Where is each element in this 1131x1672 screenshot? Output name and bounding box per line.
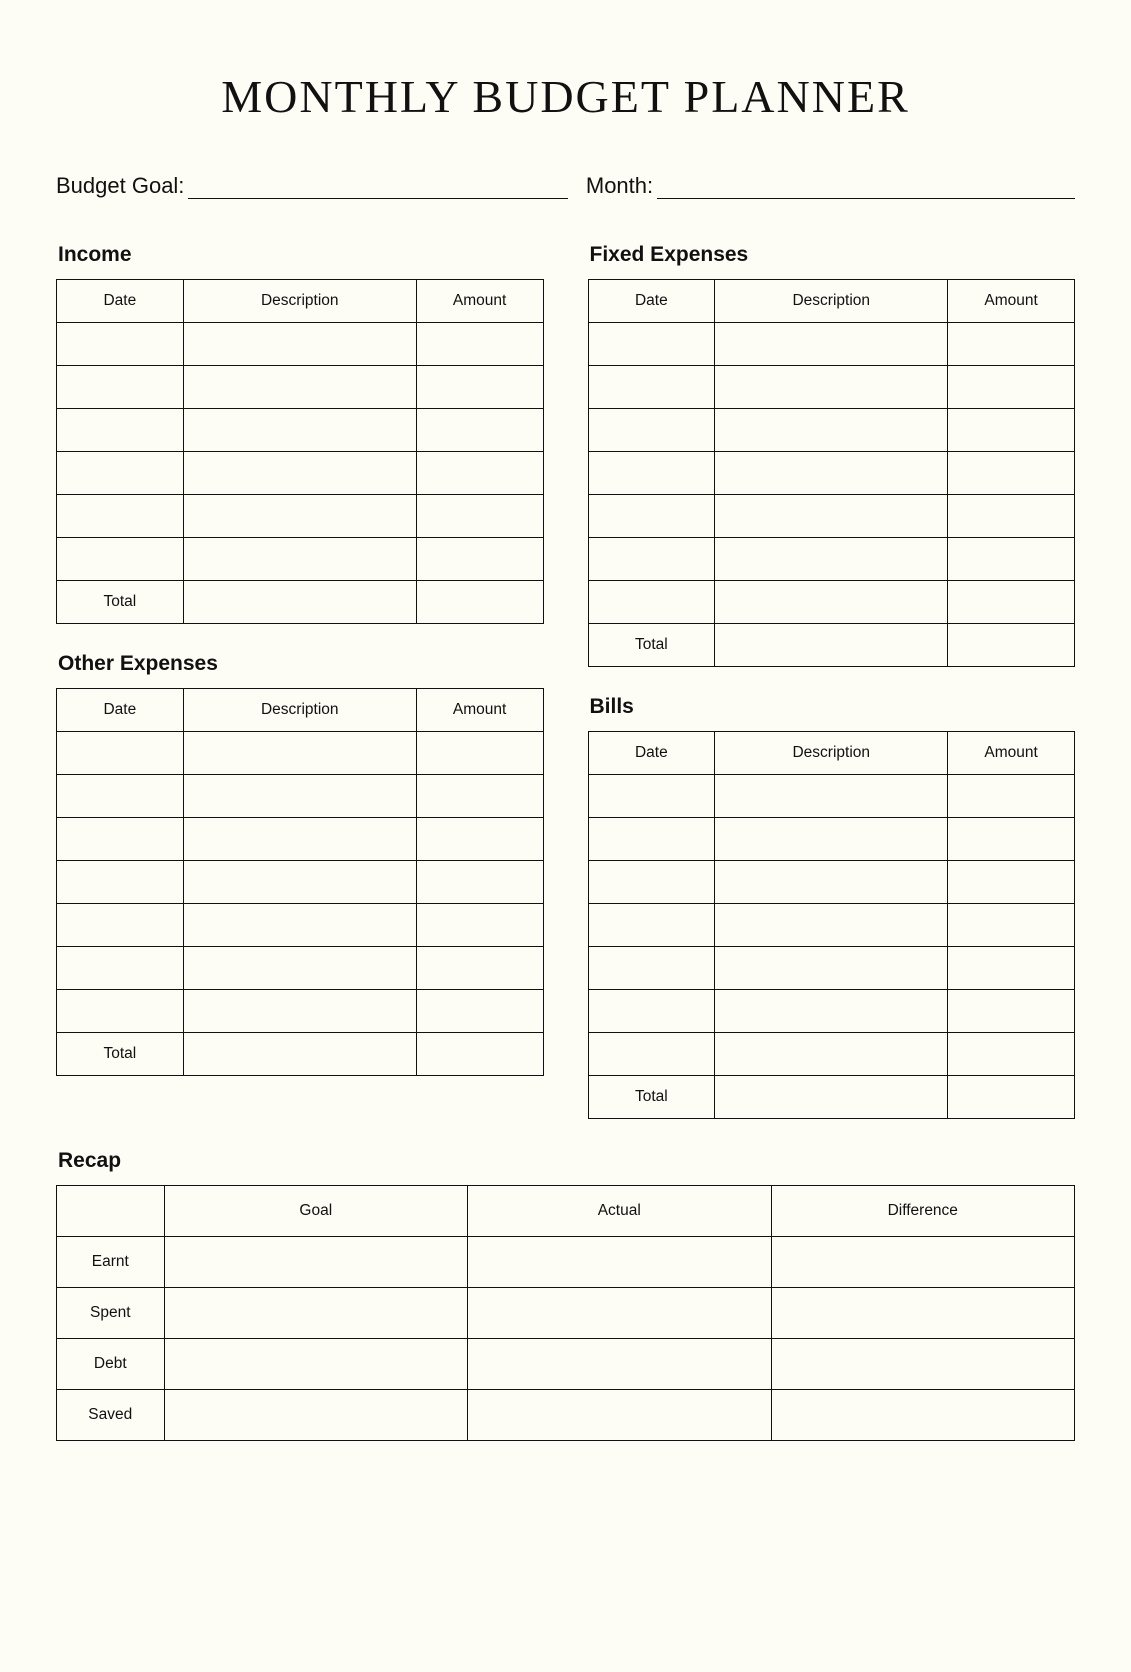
cell-description[interactable] (183, 989, 416, 1032)
tables-columns (56, 243, 1075, 1119)
table-header-row (588, 731, 1075, 774)
cell-date[interactable] (57, 731, 184, 774)
section-title-other-expenses: Other Expenses (58, 651, 218, 675)
cell-description[interactable] (183, 365, 416, 408)
table-row[interactable] (57, 365, 544, 408)
cell-date[interactable] (57, 408, 184, 451)
table-row[interactable] (57, 860, 544, 903)
section-title-fixed-expenses: Fixed Expenses (589, 242, 749, 266)
cell-amount[interactable] (416, 774, 543, 817)
cell-total-amount[interactable] (416, 1032, 543, 1075)
cell-description[interactable] (715, 408, 948, 451)
cell-description[interactable] (715, 322, 948, 365)
column-header-amount: Amount (416, 688, 543, 731)
cell-amount[interactable] (416, 322, 543, 365)
table-row[interactable] (57, 1236, 1075, 1287)
table-row[interactable] (588, 903, 1075, 946)
cell-date[interactable] (588, 365, 715, 408)
column-header-date: Date (57, 279, 184, 322)
cell-actual[interactable] (468, 1338, 771, 1389)
cell-date[interactable] (588, 946, 715, 989)
cell-difference[interactable] (771, 1236, 1075, 1287)
table-row[interactable] (57, 451, 544, 494)
cell-amount[interactable] (416, 408, 543, 451)
income-table[interactable] (56, 279, 544, 624)
column-header-date: Date (57, 688, 184, 731)
fixed-expenses-table[interactable] (588, 279, 1076, 667)
table-row[interactable] (588, 322, 1075, 365)
table-row[interactable] (57, 494, 544, 537)
cell-amount[interactable] (416, 817, 543, 860)
cell-date[interactable] (57, 365, 184, 408)
cell-total-amount[interactable] (416, 580, 543, 623)
cell-description[interactable] (183, 451, 416, 494)
cell-total-description[interactable] (715, 1075, 948, 1118)
cell-description[interactable] (183, 817, 416, 860)
cell-date[interactable] (588, 903, 715, 946)
other-expenses-table[interactable] (56, 688, 544, 1076)
cell-description[interactable] (715, 365, 948, 408)
table-row[interactable] (588, 451, 1075, 494)
cell-date[interactable] (588, 774, 715, 817)
table-row[interactable] (57, 817, 544, 860)
table-row[interactable] (588, 537, 1075, 580)
total-label: Total (588, 623, 715, 666)
cell-description[interactable] (183, 494, 416, 537)
cell-description[interactable] (183, 860, 416, 903)
total-label: Total (57, 1032, 184, 1075)
table-header-row (57, 688, 544, 731)
cell-amount[interactable] (416, 494, 543, 537)
cell-total-amount[interactable] (948, 623, 1075, 666)
table-header-row (588, 279, 1075, 322)
cell-amount[interactable] (416, 365, 543, 408)
cell-amount[interactable] (948, 903, 1075, 946)
cell-amount[interactable] (948, 989, 1075, 1032)
month-label: Month: (585, 172, 654, 198)
meta-fields-row (56, 172, 1075, 199)
table-row[interactable] (57, 322, 544, 365)
table-row[interactable] (57, 731, 544, 774)
cell-description[interactable] (715, 537, 948, 580)
cell-total-description[interactable] (715, 623, 948, 666)
recap-row-label: Spent (57, 1287, 165, 1338)
cell-date[interactable] (57, 989, 184, 1032)
cell-date[interactable] (588, 494, 715, 537)
cell-amount[interactable] (416, 537, 543, 580)
cell-amount[interactable] (416, 451, 543, 494)
cell-date[interactable] (57, 903, 184, 946)
cell-description[interactable] (715, 580, 948, 623)
cell-date[interactable] (57, 860, 184, 903)
budget-planner-page (0, 72, 1131, 1672)
table-row[interactable] (588, 860, 1075, 903)
cell-total-amount[interactable] (948, 1075, 1075, 1118)
column-header-amount: Amount (416, 279, 543, 322)
cell-date[interactable] (57, 774, 184, 817)
cell-amount[interactable] (948, 408, 1075, 451)
table-row[interactable] (588, 989, 1075, 1032)
column-header-date: Date (588, 731, 715, 774)
cell-description[interactable] (715, 1032, 948, 1075)
column-header-blank (57, 1185, 165, 1236)
table-row[interactable] (57, 989, 544, 1032)
cell-description[interactable] (183, 537, 416, 580)
table-row[interactable] (588, 946, 1075, 989)
table-row[interactable] (57, 774, 544, 817)
section-title-income: Income (58, 242, 132, 266)
table-row[interactable] (57, 537, 544, 580)
table-row[interactable] (588, 494, 1075, 537)
cell-goal[interactable] (164, 1236, 467, 1287)
table-row[interactable] (57, 1389, 1075, 1440)
right-column (588, 243, 1076, 1119)
left-column (56, 243, 544, 1119)
section-title-recap: Recap (58, 1148, 122, 1172)
cell-difference[interactable] (771, 1389, 1075, 1440)
budget-goal-field[interactable] (56, 172, 586, 199)
budget-goal-label: Budget Goal: (56, 172, 185, 198)
cell-date[interactable] (588, 580, 715, 623)
table-row[interactable] (57, 946, 544, 989)
recap-row-label: Saved (57, 1389, 165, 1440)
table-total-row[interactable] (588, 623, 1075, 666)
cell-description[interactable] (183, 946, 416, 989)
recap-row-label: Debt (57, 1338, 165, 1389)
column-header-difference: Difference (771, 1185, 1075, 1236)
cell-amount[interactable] (416, 903, 543, 946)
cell-actual[interactable] (468, 1236, 771, 1287)
cell-amount[interactable] (948, 365, 1075, 408)
column-header-date: Date (588, 279, 715, 322)
cell-description[interactable] (183, 731, 416, 774)
cell-date[interactable] (57, 451, 184, 494)
table-header-row (57, 1185, 1075, 1236)
table-row[interactable] (57, 1338, 1075, 1389)
column-header-description: Description (183, 279, 416, 322)
cell-date[interactable] (588, 451, 715, 494)
table-row[interactable] (57, 408, 544, 451)
cell-amount[interactable] (948, 817, 1075, 860)
table-row[interactable] (588, 408, 1075, 451)
cell-date[interactable] (588, 408, 715, 451)
cell-total-description[interactable] (183, 580, 416, 623)
cell-date[interactable] (57, 817, 184, 860)
cell-description[interactable] (715, 903, 948, 946)
table-total-row[interactable] (57, 1032, 544, 1075)
cell-amount[interactable] (416, 946, 543, 989)
table-row[interactable] (588, 774, 1075, 817)
cell-amount[interactable] (948, 537, 1075, 580)
table-row[interactable] (57, 1287, 1075, 1338)
cell-goal[interactable] (164, 1338, 467, 1389)
cell-total-description[interactable] (183, 1032, 416, 1075)
budget-goal-input[interactable] (188, 176, 567, 199)
cell-date[interactable] (57, 537, 184, 580)
cell-amount[interactable] (948, 322, 1075, 365)
cell-description[interactable] (183, 903, 416, 946)
cell-goal[interactable] (164, 1389, 467, 1440)
column-header-description: Description (715, 731, 948, 774)
month-input[interactable] (657, 176, 1075, 199)
cell-date[interactable] (588, 989, 715, 1032)
cell-goal[interactable] (164, 1287, 467, 1338)
cell-date[interactable] (57, 322, 184, 365)
cell-amount[interactable] (948, 946, 1075, 989)
table-row[interactable] (588, 817, 1075, 860)
cell-actual[interactable] (468, 1389, 771, 1440)
table-row[interactable] (588, 580, 1075, 623)
cell-description[interactable] (715, 989, 948, 1032)
column-header-actual: Actual (468, 1185, 771, 1236)
page-title: MONTHLY BUDGET PLANNER (221, 71, 910, 122)
cell-description[interactable] (715, 774, 948, 817)
month-field[interactable] (585, 172, 1075, 199)
table-total-row[interactable] (57, 580, 544, 623)
cell-difference[interactable] (771, 1287, 1075, 1338)
column-header-description: Description (715, 279, 948, 322)
recap-row-label: Earnt (57, 1236, 165, 1287)
cell-date[interactable] (588, 817, 715, 860)
section-title-bills: Bills (589, 694, 634, 718)
cell-date[interactable] (588, 1032, 715, 1075)
cell-amount[interactable] (948, 1032, 1075, 1075)
table-row[interactable] (588, 365, 1075, 408)
cell-amount[interactable] (948, 494, 1075, 537)
total-label: Total (588, 1075, 715, 1118)
column-header-description: Description (183, 688, 416, 731)
bills-table[interactable] (588, 731, 1076, 1119)
table-row[interactable] (57, 903, 544, 946)
cell-description[interactable] (715, 817, 948, 860)
cell-description[interactable] (183, 774, 416, 817)
cell-description[interactable] (715, 451, 948, 494)
cell-amount[interactable] (948, 451, 1075, 494)
cell-difference[interactable] (771, 1338, 1075, 1389)
column-header-amount: Amount (948, 279, 1075, 322)
recap-section (56, 1149, 1075, 1441)
cell-description[interactable] (183, 322, 416, 365)
total-label: Total (57, 580, 184, 623)
cell-date[interactable] (588, 860, 715, 903)
cell-amount[interactable] (416, 989, 543, 1032)
table-header-row (57, 279, 544, 322)
column-header-amount: Amount (948, 731, 1075, 774)
cell-date[interactable] (588, 537, 715, 580)
cell-description[interactable] (715, 946, 948, 989)
cell-amount[interactable] (416, 860, 543, 903)
cell-amount[interactable] (948, 774, 1075, 817)
column-header-goal: Goal (164, 1185, 467, 1236)
recap-table[interactable] (56, 1185, 1075, 1441)
cell-date[interactable] (57, 494, 184, 537)
table-row[interactable] (588, 1032, 1075, 1075)
cell-date[interactable] (588, 322, 715, 365)
cell-description[interactable] (715, 860, 948, 903)
cell-amount[interactable] (948, 580, 1075, 623)
cell-actual[interactable] (468, 1287, 771, 1338)
cell-date[interactable] (57, 946, 184, 989)
cell-description[interactable] (715, 494, 948, 537)
cell-amount[interactable] (948, 860, 1075, 903)
table-total-row[interactable] (588, 1075, 1075, 1118)
cell-description[interactable] (183, 408, 416, 451)
cell-amount[interactable] (416, 731, 543, 774)
